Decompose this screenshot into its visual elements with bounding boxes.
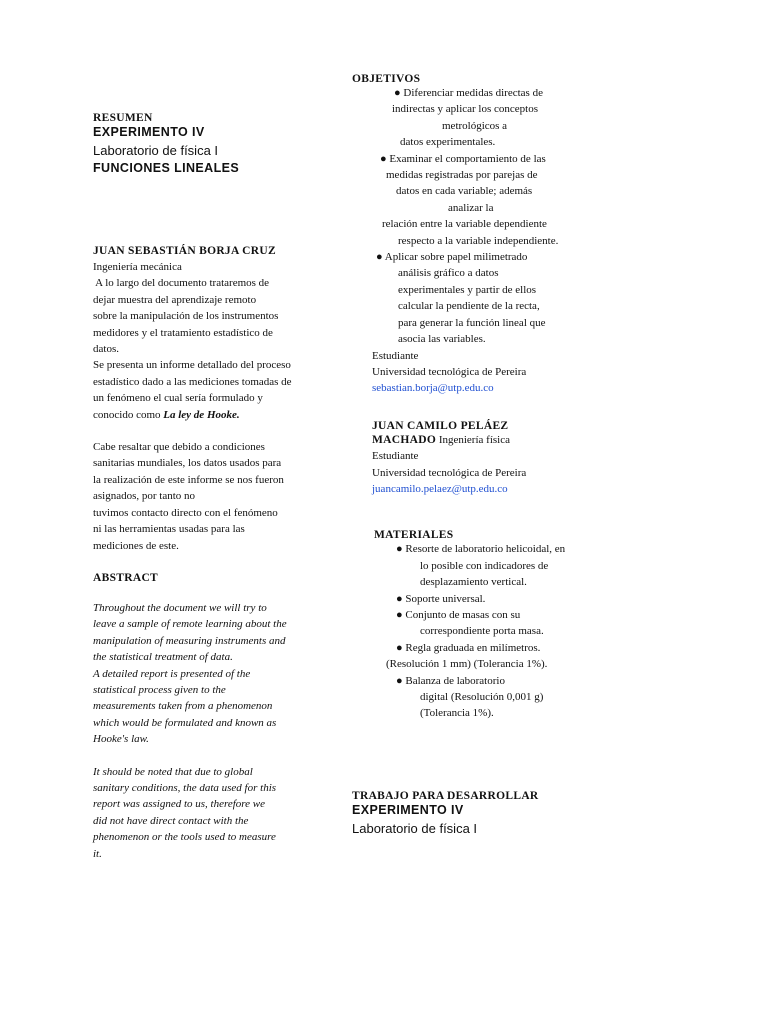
right-column: [352, 73, 612, 836]
text-line: Cabe resaltar que debido a condiciones: [93, 441, 265, 454]
text-line: dejar muestra del aprendizaje remoto: [93, 293, 257, 306]
author1-university: Universidad tecnológica de Pereira: [372, 365, 527, 378]
text-line: datos.: [93, 343, 119, 356]
resumen-heading: RESUMEN: [93, 112, 153, 124]
materials-list: [352, 541, 612, 721]
bullet-line: ● Balanza de laboratorio: [396, 674, 505, 687]
author2-name-part: MACHADO: [372, 433, 437, 446]
trabajo-lab-subtitle: Laboratorio de física I: [352, 820, 478, 836]
trabajo-experiment-title: EXPERIMENTO IV: [352, 802, 464, 817]
bullet-line: ● Diferenciar medidas directas de: [394, 87, 543, 99]
text-line: the statistical treatment of data.: [93, 651, 233, 664]
text-line: metrológicos a: [442, 119, 508, 132]
abstract-paragraph-2: [93, 764, 333, 862]
text-line: medidores y el tratamiento estadístico de: [93, 326, 273, 339]
author1-email-link[interactable]: sebastian.borja@utp.edu.co: [372, 382, 494, 395]
author2-university: Universidad tecnológica de Pereira: [372, 466, 527, 479]
text-line: mediciones de este.: [93, 539, 179, 552]
author1-name: JUAN SEBASTIÁN BORJA CRUZ: [93, 245, 276, 257]
abstract-paragraph-1: [93, 600, 333, 748]
text-line: analizar la: [448, 201, 494, 214]
text-line: which would be formulated and known as: [93, 716, 277, 729]
text-line: A detailed report is presented of the: [93, 667, 251, 680]
text-line: estadístico dado a las mediciones tomadas de: [93, 375, 292, 388]
text-line: digital (Resolución 0,001 g): [420, 691, 544, 703]
text-line: calcular la pendiente de la recta,: [398, 300, 540, 313]
bullet-line: ● Resorte de laboratorio helicoidal, en: [396, 543, 566, 556]
author2-email-link[interactable]: juancamilo.pelaez@utp.edu.co: [372, 482, 508, 495]
text-line: correspondiente porta masa.: [420, 625, 544, 638]
author1-role: Estudiante: [372, 349, 419, 362]
functions-title: FUNCIONES LINEALES: [93, 161, 240, 175]
objective-2: [352, 151, 612, 249]
text-line: measurements taken from a phenomenon: [93, 700, 273, 713]
text-line: manipulation of measuring instruments and: [93, 634, 286, 647]
text-line: la realización de este informe se nos fueron: [93, 473, 284, 486]
author2-role: Estudiante: [372, 450, 419, 463]
text-line: Hooke's law.: [93, 733, 149, 746]
text-line: ni las herramientas usadas para las: [93, 523, 245, 536]
text-line: Se presenta un informe detallado del proceso: [93, 359, 291, 372]
author1-program: Ingeniería mecánica: [93, 261, 182, 273]
text-line: (Tolerancia 1%).: [420, 707, 494, 720]
text-line: sobre la manipulación de los instrumentos: [93, 310, 279, 323]
text-span: conocido como: [93, 408, 164, 421]
text-line: respecto a la variable independiente.: [398, 234, 559, 247]
text-line: tuvimos contacto directo con el fenómeno: [93, 506, 278, 519]
hooke-law-emphasis: La ley de Hooke.: [163, 408, 240, 421]
author2-program: Ingeniería física: [436, 433, 510, 446]
materiales-heading: MATERIALES: [374, 529, 454, 542]
author2-name-line1: JUAN CAMILO PELÁEZ: [372, 419, 509, 432]
resumen-paragraph-1: [93, 275, 333, 423]
text-line: it.: [93, 847, 102, 860]
text-line: datos experimentales.: [400, 136, 496, 149]
author2-block: [352, 420, 612, 498]
text-line: relación entre la variable dependiente: [382, 218, 547, 231]
text-line: (Resolución 1 mm) (Tolerancia 1%).: [386, 658, 548, 671]
text-line: indirectas y aplicar los conceptos: [392, 103, 539, 116]
text-line: datos en cada variable; además: [396, 185, 533, 198]
text-line: It should be noted that due to global: [93, 765, 253, 778]
text-line: medidas registradas por parejas de: [386, 169, 538, 182]
left-column: [93, 112, 333, 862]
text-line: leave a sample of remote learning about the: [93, 618, 287, 631]
experiment-title: EXPERIMENTO IV: [93, 125, 205, 139]
text-line: un fenómeno el cual sería formulado y: [93, 392, 263, 405]
text-line: statistical process given to the: [93, 683, 226, 696]
text-line: asignados, por tanto no: [93, 490, 196, 503]
text-line: desplazamiento vertical.: [420, 576, 527, 589]
bullet-line: ● Conjunto de masas con su: [396, 608, 521, 621]
text-line: para generar la función lineal que: [398, 316, 546, 329]
text-line: sanitarias mundiales, los datos usados para: [93, 457, 282, 470]
resumen-paragraph-2: [93, 439, 333, 554]
lab-subtitle: Laboratorio de física I: [93, 143, 219, 158]
objective-1: [352, 85, 612, 151]
text-line: did not have direct contact with the: [93, 814, 249, 827]
text-line: report was assigned to us, therefore we: [93, 798, 266, 811]
author1-affiliation: [352, 348, 612, 397]
text-line: análisis gráfico a datos: [398, 267, 499, 280]
author2-name-line2: [372, 432, 612, 448]
text-line: phenomenon or the tools used to measure: [93, 831, 276, 844]
text-line: experimentales y partir de ellos: [398, 283, 537, 296]
abstract-heading: ABSTRACT: [93, 571, 159, 584]
text-line: asocia las variables.: [398, 333, 486, 346]
text-line: lo posible con indicadores de: [420, 559, 549, 572]
text-line: Throughout the document we will try to: [93, 601, 267, 614]
bullet-line: ● Aplicar sobre papel milimetrado: [376, 251, 528, 264]
text-line: sanitary conditions, the data used for this: [93, 781, 277, 794]
objective-3: [352, 249, 612, 347]
objetivos-heading: OBJETIVOS: [352, 73, 421, 85]
text-line: [93, 407, 333, 423]
bullet-line: ● Soporte universal.: [396, 592, 486, 605]
trabajo-heading: TRABAJO PARA DESARROLLAR: [352, 789, 539, 802]
bullet-line: ● Examinar el comportamiento de las: [380, 152, 546, 165]
text-line: A lo largo del documento trataremos de: [93, 277, 270, 290]
bullet-line: ● Regla graduada en milímetros.: [396, 641, 541, 654]
